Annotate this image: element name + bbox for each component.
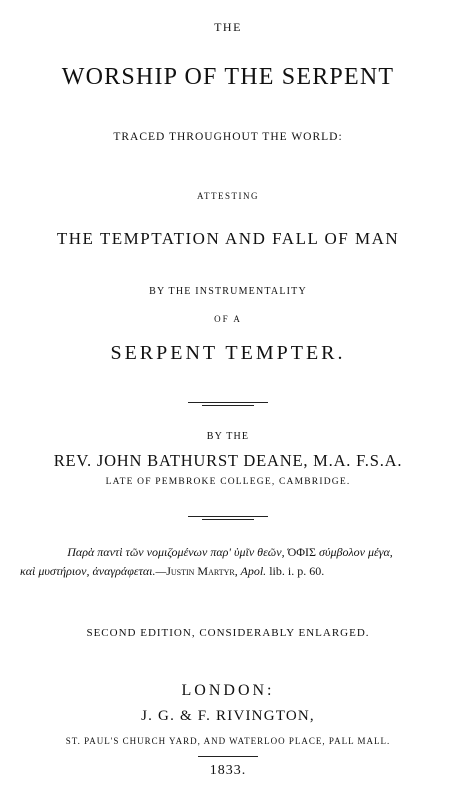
epigraph-line-2	[20, 562, 440, 581]
of-a-line: OF A	[214, 314, 242, 324]
divider-rule-under	[202, 405, 254, 406]
epigraph-greek-2: καὶ μυστήριον, ἀναγράφεται.—	[20, 564, 167, 578]
place-line: LONDON:	[181, 682, 275, 699]
instrumentality-line: BY THE INSTRUMENTALITY	[149, 286, 307, 297]
divider-rule-3	[198, 756, 258, 757]
by-the-line: BY THE	[206, 431, 250, 442]
serpent-tempter-line: SERPENT TEMPTER.	[110, 342, 346, 364]
epigraph-author: Justin Martyr,	[166, 564, 238, 578]
the-line: THE	[214, 20, 242, 34]
epigraph-ref: lib. i. p. 60.	[269, 564, 325, 578]
publisher-address: ST. PAUL'S CHURCH YARD, AND WATERLOO PLACE, PALL MALL.	[65, 736, 391, 746]
author-name: REV. JOHN BATHURST DEANE, M.A. F.S.A.	[53, 451, 403, 470]
divider-rule-2-under	[202, 519, 254, 520]
year-line: 1833.	[209, 763, 247, 778]
divider-rule-2	[188, 516, 268, 517]
publisher-line: J. G. & F. RIVINGTON,	[141, 708, 315, 724]
epigraph-quote	[20, 543, 440, 581]
book-title: WORSHIP OF THE SERPENT	[61, 64, 395, 90]
epigraph-greek-1: Παρὰ παντὶ τῶν νομιζομένων παρ' ὑμῖν θεῶν,	[67, 545, 288, 559]
attesting-line: ATTESTING	[197, 191, 259, 201]
author-affiliation: LATE OF PEMBROKE COLLEGE, CAMBRIDGE.	[105, 477, 351, 487]
epigraph-line-1	[20, 543, 440, 562]
subtitle: TRACED THROUGHOUT THE WORLD:	[113, 131, 343, 143]
epigraph-greek-1-end: σύμβολον μέγα,	[316, 545, 393, 559]
edition-line: SECOND EDITION, CONSIDERABLY ENLARGED.	[86, 627, 370, 639]
epigraph-work: Apol.	[240, 564, 267, 578]
theme-line: THE TEMPTATION AND FALL OF MAN	[56, 229, 400, 248]
epigraph-caps: ΌΦΙΣ	[287, 545, 317, 559]
divider-rule	[188, 402, 268, 403]
